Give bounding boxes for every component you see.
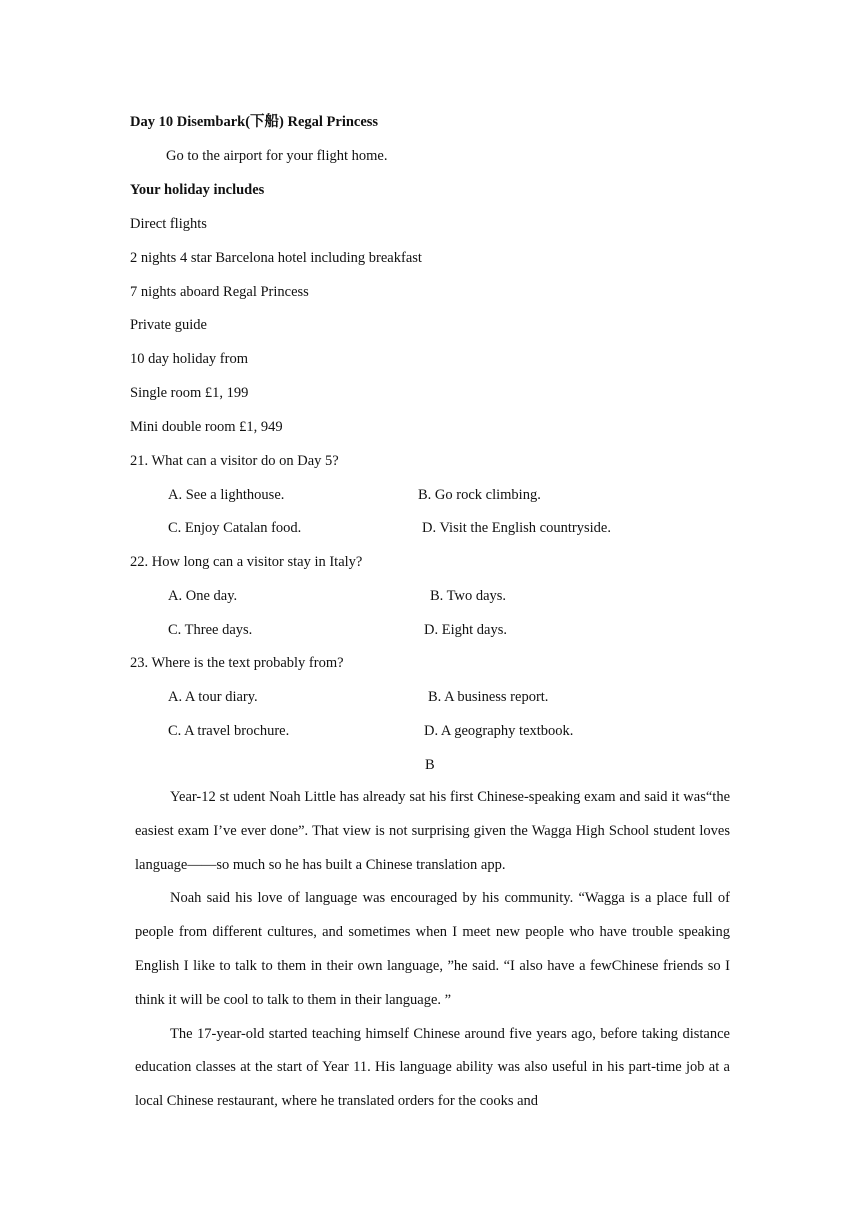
- question-21-option-c: C. Enjoy Catalan food.: [168, 520, 302, 536]
- holiday-item: 7 nights aboard Regal Princess: [130, 284, 309, 300]
- question-21-option-b: B. Go rock climbing.: [418, 487, 541, 503]
- question-22-option-c: C. Three days.: [168, 622, 253, 638]
- section-b-passage: [135, 781, 730, 1119]
- holiday-item: 10 day holiday from: [130, 351, 248, 367]
- question-23-option-d: D. A geography textbook.: [424, 723, 574, 739]
- holiday-item: Direct flights: [130, 216, 207, 232]
- question-21-stem: 21. What can a visitor do on Day 5?: [130, 453, 339, 469]
- question-22-option-d: D. Eight days.: [424, 622, 507, 638]
- holiday-item: Single room £1, 199: [130, 385, 249, 401]
- holiday-item: Mini double room £1, 949: [130, 419, 283, 435]
- question-23-option-b: B. A business report.: [428, 689, 549, 705]
- passage-paragraph: Noah said his love of language was encouraged by his community. “Wagga is a place full of people from different cultures, and sometimes when I meet new people who have trouble speaking English I like to talk to them in their own language, ”he said. “I also have a fewChinese friends so I think it will be cool to talk to them in their language. ”: [135, 890, 730, 1008]
- holiday-item: 2 nights 4 star Barcelona hotel including breakfast: [130, 250, 422, 266]
- day10-heading: Day 10 Disembark(下船) Regal Princess: [130, 114, 379, 130]
- holiday-heading: Your holiday includes: [130, 182, 265, 198]
- passage-paragraph: The 17-year-old started teaching himself Chinese around five years ago, before taking distance education classes at the start of Year 11. His language ability was also useful in his part-time job at a local Chinese restaurant, where he translated orders for the cooks and: [135, 1025, 730, 1110]
- question-22-option-a: A. One day.: [168, 588, 238, 604]
- question-23-stem: 23. Where is the text probably from?: [130, 655, 344, 671]
- question-23-option-a: A. A tour diary.: [168, 689, 258, 705]
- question-22-stem: 22. How long can a visitor stay in Italy?: [130, 554, 363, 570]
- day10-text: Go to the airport for your flight home.: [166, 148, 388, 164]
- question-23-option-c: C. A travel brochure.: [168, 723, 290, 739]
- question-21-option-a: A. See a lighthouse.: [168, 487, 285, 503]
- section-b-label: B: [425, 757, 435, 773]
- question-22-option-b: B. Two days.: [430, 588, 507, 604]
- question-21-option-d: D. Visit the English countryside.: [422, 520, 611, 536]
- holiday-item: Private guide: [130, 317, 207, 333]
- passage-paragraph: Year-12 st udent Noah Little has already sat his first Chinese-speaking exam and said it was“the easiest exam I’ve ever done”. That view is not surprising given the Wagga High School student loves language——so much so he has built a Chinese translation app.: [135, 789, 730, 873]
